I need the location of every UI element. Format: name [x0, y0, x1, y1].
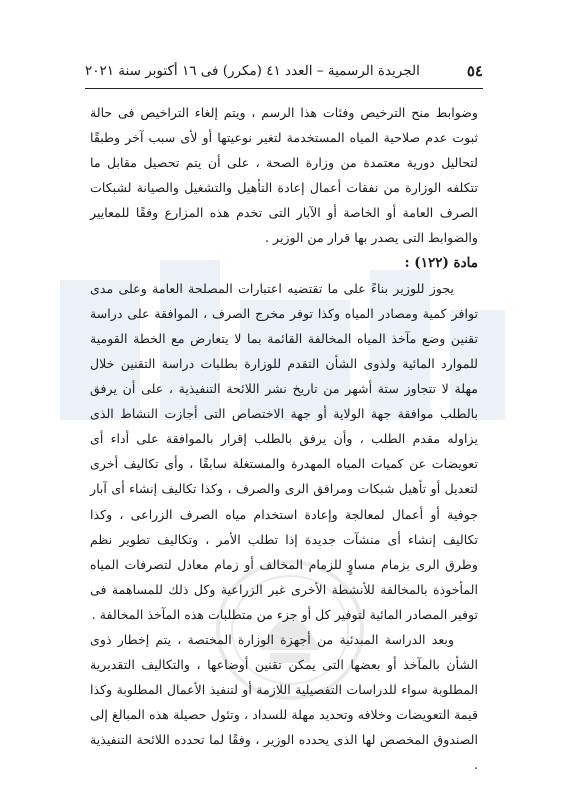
paragraph-continuation: وضوابط منح الترخيص وفئات هذا الرسم ، ويتم إلغاء التراخيص فى حالة ثبوت عدم صلاحية المياه المستخدمة لتغير نوعيتها أو لأى سبب آخر وطبقًا لتحاليل دورية معتمدة من وزارة الصحة ، على أن يتم تحصيل مقابل ما تتكلفه الوزارة من نفقات أعمال إعادة التأهيل والتشغيل والصيانة لشبكات الصرف العامة أو الخاصة أو الآبار التى تخدم هذه المزارع وفقًا للمعايير والضوابط التى يصدر بها قرار من الوزير . [90, 105, 478, 246]
header-divider [85, 88, 483, 89]
document-body [90, 100, 478, 778]
page-header [85, 58, 483, 84]
page-number: ٥٤ [466, 62, 483, 80]
paragraph-article-body: يجوز للوزير بناءً على ما تقتضيه اعتبارات المصلحة العامة وعلى مدى توافر كمية ومصادر المياه وكذا توفر مخرج الصرف ، الموافقة على دراسة تقنين وضع مآخذ المياه المخالفة القائمة بما لا يتعارض مع الخطة القومية للموارد المائية ولذوى الشأن التقدم للوزارة بطلبات دراسة التقنين خلال مهلة لا تتجاوز ستة أشهر من تاريخ نشر اللائحة التنفيذية ، على أن يرفق بالطلب موافقة جهة الولاية أو جهة الاختصاص التى أجازت النشاط الذى يزاوله مقدم الطلب ، وأن يرفق بالطلب إقرار بالموافقة على أداء أى تعويضات عن كميات المياه المهدرة والمستغلة سابقًا ، وأى تكاليف أخرى لتعديل أو تأهيل شبكات ومرافق الرى والصرف ، وكذا تكاليف إنشاء أى آبار جوفية أو أعمال لمعالجة وإعادة استخدام مياه الصرف الزراعى ، وكذا تكاليف إنشاء أى منشآت جديدة إذا تطلب الأمر ، وتكاليف تطوير نظم وطرق الرى بزمام مساوٍ للزمام المخالف أو زمام معادل لتصرفات المياه المأخوذة بالمخالفة للأنشطة الأخرى غير الزراعية وكل ذلك للمساهمة فى توفير المصادر المائية لتوفير كل أو جزء من متطلبات هذه المآخذ المخالفة . [90, 280, 478, 622]
article-heading: مادة (١٢٢) : [404, 254, 478, 271]
paragraph-followup: وبعد الدراسة المبدئية من أجهزة الوزارة المختصة ، يتم إخطار ذوى الشأن بالمآخذ أو بعضها التى يمكن تقنين أوضاعها ، والتكاليف التقديرية المطلوبة سواء للدراسات التفصيلية اللازمة أو لتنفيذ الأعمال المطلوبة وكذا قيمة التعويضات وخلافه وتحديد مهلة للسداد ، وتئول حصيلة هذه المبالغ إلى الصندوق المخصص لها الذى يحدده الوزير ، وفقًا لما تحدده اللائحة التنفيذية . [90, 631, 478, 773]
gazette-title: الجريدة الرسمية – العدد ٤١ (مكرر) فى ١٦ أكتوبر سنة ٢٠٢١ [85, 63, 420, 79]
